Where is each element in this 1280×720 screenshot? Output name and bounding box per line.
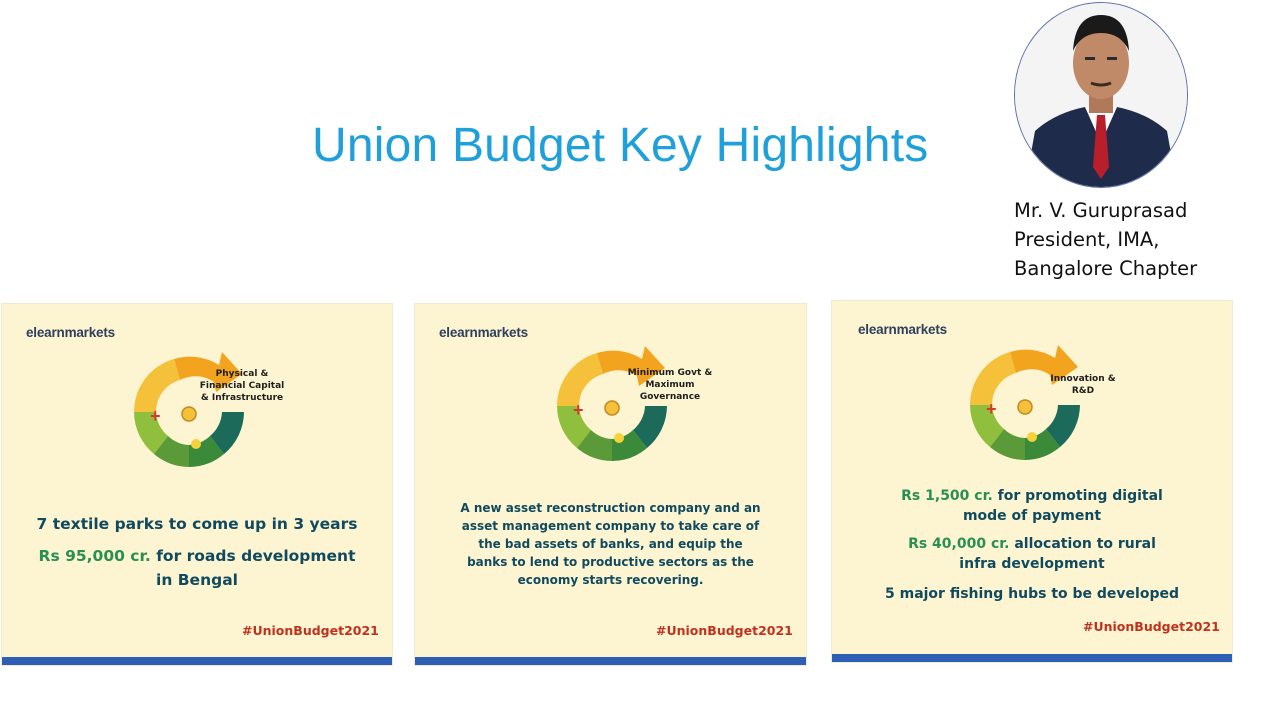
svg-text:+: + bbox=[150, 406, 161, 426]
speaker-chapter: Bangalore Chapter bbox=[1014, 257, 1198, 280]
speaker-info bbox=[1014, 196, 1197, 283]
card-line bbox=[832, 534, 1232, 554]
card-body bbox=[832, 486, 1232, 604]
card-bottom-bar bbox=[2, 657, 392, 665]
card-line: asset management company to take care of bbox=[461, 519, 760, 533]
wheel-label-line: & Infrastructure bbox=[200, 393, 284, 403]
budget-wheel-icon bbox=[547, 346, 677, 466]
card-line: mode of payment bbox=[962, 508, 1102, 524]
card-line: the bad assets of banks, and equip the bbox=[478, 537, 743, 551]
card-line-rest: allocation to rural bbox=[1009, 536, 1156, 552]
hashtag: #UnionBudget2021 bbox=[656, 623, 793, 638]
card-line: economy starts recovering. bbox=[517, 573, 704, 587]
wheel-label-line: Minimum Govt & bbox=[627, 368, 713, 378]
wheel-label-line: Innovation & bbox=[1050, 374, 1116, 384]
card-line: A new asset reconstruction company and an bbox=[460, 501, 761, 515]
slide-title: Union Budget Key Highlights bbox=[312, 119, 929, 172]
speaker-photo bbox=[1014, 2, 1188, 188]
amount-highlight: Rs 95,000 cr. bbox=[38, 547, 151, 565]
highlight-card-2 bbox=[415, 304, 806, 665]
speaker-name: Mr. V. Guruprasad bbox=[1014, 199, 1188, 222]
wheel-label-line: Governance bbox=[639, 392, 701, 402]
wheel-label bbox=[625, 367, 715, 403]
highlight-card-1 bbox=[2, 304, 392, 665]
card-body bbox=[2, 512, 392, 592]
wheel-label bbox=[192, 368, 292, 404]
card-bottom-bar bbox=[832, 654, 1232, 662]
card-line bbox=[832, 486, 1232, 506]
hashtag: #UnionBudget2021 bbox=[1083, 619, 1220, 634]
wheel-label-line: Financial Capital bbox=[199, 381, 285, 391]
wheel-label-line: Maximum bbox=[645, 380, 695, 390]
budget-wheel-icon bbox=[960, 345, 1090, 465]
card-body bbox=[415, 499, 806, 589]
hashtag: #UnionBudget2021 bbox=[242, 623, 379, 638]
card-line-rest: for roads development bbox=[150, 547, 356, 565]
amount-highlight: Rs 1,500 cr. bbox=[901, 488, 993, 504]
wheel-label bbox=[1038, 373, 1128, 397]
svg-text:+: + bbox=[573, 400, 584, 420]
card-line: in Bengal bbox=[156, 571, 238, 589]
svg-text:+: + bbox=[986, 399, 997, 419]
card-line bbox=[2, 544, 392, 568]
elearnmarkets-logo: elearnmarkets bbox=[439, 325, 528, 340]
amount-highlight: Rs 40,000 cr. bbox=[908, 536, 1010, 552]
wheel-label-line: Physical & bbox=[215, 369, 269, 379]
card-line: 7 textile parks to come up in 3 years bbox=[36, 515, 358, 533]
card-line: banks to lend to productive sectors as the bbox=[467, 555, 754, 569]
elearnmarkets-logo: elearnmarkets bbox=[858, 322, 947, 337]
card-line: 5 major fishing hubs to be developed bbox=[884, 586, 1179, 602]
card-line-rest: for promoting digital bbox=[992, 488, 1163, 504]
wheel-label-line: R&D bbox=[1071, 386, 1095, 396]
elearnmarkets-logo: elearnmarkets bbox=[26, 325, 115, 340]
highlight-card-3 bbox=[832, 301, 1232, 662]
speaker-portrait-image bbox=[1015, 3, 1187, 187]
speaker-role: President, IMA, bbox=[1014, 228, 1160, 251]
card-line: infra development bbox=[959, 556, 1105, 572]
card-bottom-bar bbox=[415, 657, 806, 665]
